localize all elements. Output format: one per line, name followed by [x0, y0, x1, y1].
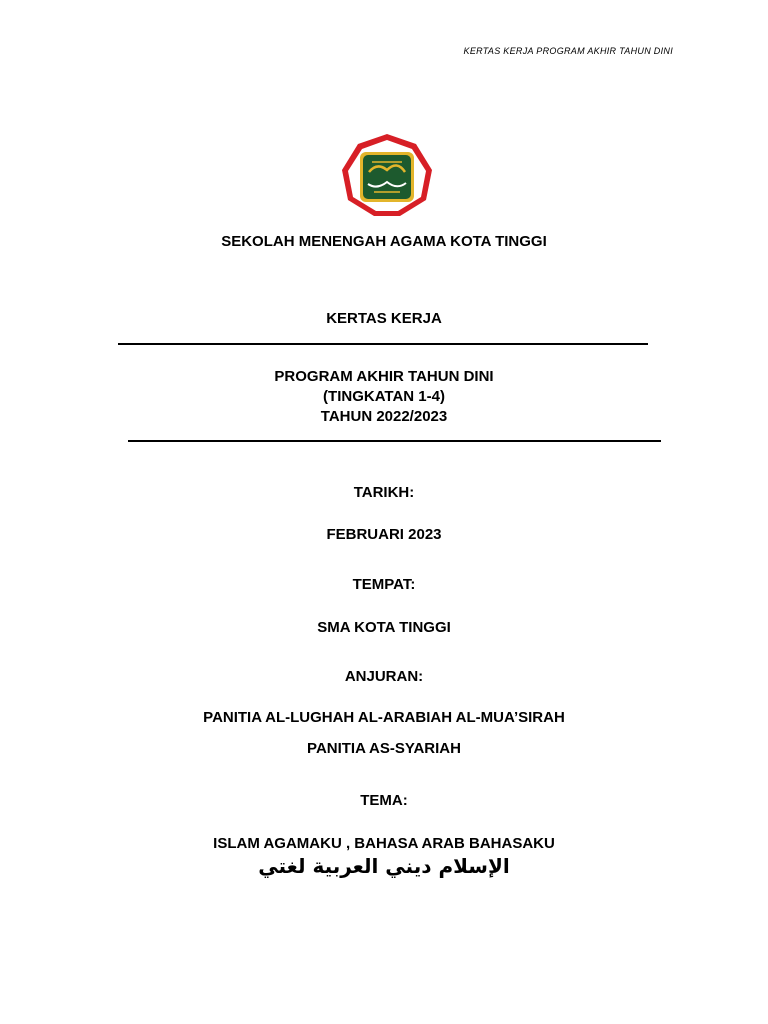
header-note: KERTAS KERJA PROGRAM AKHIR TAHUN DINI [463, 46, 673, 56]
divider-bottom [128, 440, 661, 442]
date-value: FEBRUARI 2023 [326, 526, 442, 543]
theme-label: TEMA: [360, 792, 408, 809]
program-year: TAHUN 2022/2023 [320, 408, 448, 425]
venue-value: SMA KOTA TINGGI [317, 619, 451, 636]
theme-arabic: الإسلام ديني العربية لغتي [258, 854, 510, 878]
program-title: PROGRAM AKHIR TAHUN DINI [274, 368, 494, 385]
organizer-label: ANJURAN: [344, 668, 424, 685]
divider-top [118, 343, 648, 345]
organizer-value-1: PANITIA AL-LUGHAH AL-ARABIAH AL-MUA’SIRAH [203, 709, 565, 726]
school-crest-icon [338, 132, 436, 218]
program-level: (TINGKATAN 1-4) [323, 388, 445, 405]
doc-type-title: KERTAS KERJA [326, 310, 442, 327]
theme-value: ISLAM AGAMAKU , BAHASA ARAB BAHASAKU [213, 835, 555, 852]
organizer-value-2: PANITIA AS-SYARIAH [307, 740, 461, 757]
school-name: SEKOLAH MENENGAH AGAMA KOTA TINGGI [221, 233, 547, 250]
venue-label: TEMPAT: [352, 576, 416, 593]
date-label: TARIKH: [353, 484, 415, 501]
